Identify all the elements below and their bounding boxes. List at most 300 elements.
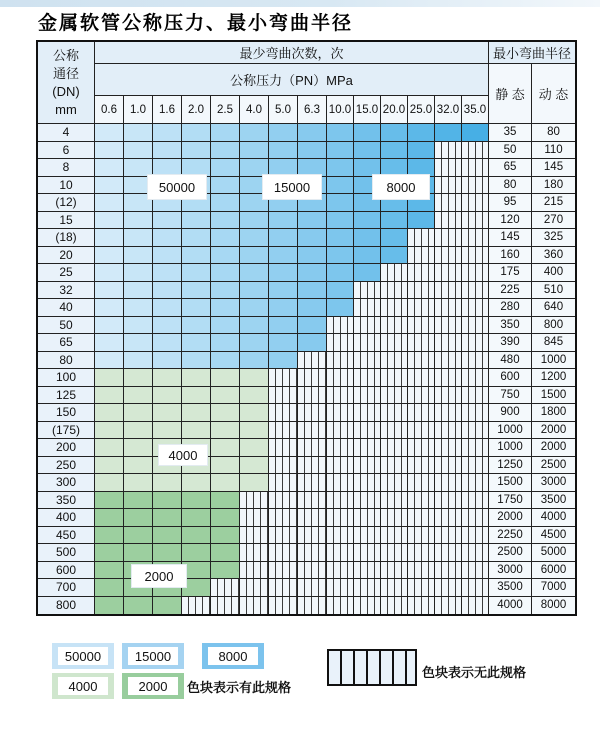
bend-cycles-cell (240, 457, 269, 475)
no-spec-cell (435, 247, 462, 265)
dynamic-radius-cell: 3000 (532, 474, 575, 492)
no-spec-cell (327, 404, 354, 422)
bend-cycles-cell (124, 212, 153, 230)
no-spec-cell (269, 527, 298, 545)
no-spec-cell (269, 439, 298, 457)
bend-cycles-cell (124, 527, 153, 545)
no-spec-cell (462, 579, 489, 597)
static-radius-cell: 2250 (489, 527, 532, 545)
bend-cycles-cell (327, 142, 354, 160)
bend-cycles-cell (182, 387, 211, 405)
bend-cycles-cell (211, 387, 240, 405)
pressure-tick-1.6: 1.6 (153, 96, 182, 124)
no-spec-cell (327, 457, 354, 475)
row-dn-label: 40 (38, 299, 95, 317)
bend-cycles-cell (211, 212, 240, 230)
no-spec-cell (354, 544, 381, 562)
zone-label-8000: 8000 (372, 174, 430, 200)
bend-cycles-cell (211, 527, 240, 545)
legend-swatch-label: 50000 (58, 647, 108, 665)
bend-cycles-cell (327, 299, 354, 317)
no-spec-cell (240, 544, 269, 562)
no-spec-cell (408, 544, 435, 562)
no-spec-cell (354, 352, 381, 370)
bend-cycles-cell (124, 404, 153, 422)
bend-cycles-cell (153, 527, 182, 545)
no-spec-cell (381, 334, 408, 352)
no-spec-cell (298, 597, 327, 615)
bend-cycles-cell (211, 422, 240, 440)
bend-cycles-cell (211, 159, 240, 177)
bend-cycles-cell (182, 299, 211, 317)
bend-cycles-cell (153, 597, 182, 615)
bend-cycles-cell (240, 369, 269, 387)
no-spec-cell (354, 299, 381, 317)
bend-cycles-cell (95, 369, 124, 387)
no-spec-cell (354, 282, 381, 300)
no-spec-cell (462, 282, 489, 300)
no-spec-cell (408, 282, 435, 300)
bend-cycles-cell (211, 282, 240, 300)
bend-cycles-cell (95, 334, 124, 352)
bend-cycles-cell (182, 264, 211, 282)
no-spec-cell (462, 247, 489, 265)
row-dn-label: 6 (38, 142, 95, 160)
no-spec-cell (298, 457, 327, 475)
bend-cycles-cell (95, 509, 124, 527)
bend-cycles-cell (95, 229, 124, 247)
row-dn-label: (12) (38, 194, 95, 212)
static-radius-cell: 900 (489, 404, 532, 422)
dn-header-line: 通径 (52, 65, 79, 81)
bend-cycles-cell (462, 124, 489, 142)
pressure-tick-0.6: 0.6 (95, 96, 124, 124)
no-spec-cell (462, 229, 489, 247)
bend-cycles-cell (408, 142, 435, 160)
bend-cycles-cell (182, 282, 211, 300)
bend-cycles-cell (408, 212, 435, 230)
no-spec-cell (269, 404, 298, 422)
static-radius-cell: 750 (489, 387, 532, 405)
no-spec-cell (435, 352, 462, 370)
legend-swatch-label: 4000 (58, 677, 108, 695)
bend-cycles-cell (95, 562, 124, 580)
no-spec-cell (354, 527, 381, 545)
legend-has-spec-text: 色块表示有此规格 (187, 680, 292, 695)
bend-cycles-cell (95, 422, 124, 440)
static-radius-cell: 480 (489, 352, 532, 370)
no-spec-cell (408, 334, 435, 352)
no-spec-cell (435, 177, 462, 195)
no-spec-cell (354, 334, 381, 352)
bend-cycles-cell (211, 124, 240, 142)
no-spec-cell (327, 597, 354, 615)
bend-cycles-cell (408, 124, 435, 142)
static-radius-cell: 35 (489, 124, 532, 142)
static-radius-cell: 175 (489, 264, 532, 282)
dynamic-radius-cell: 360 (532, 247, 575, 265)
bend-cycles-cell (95, 212, 124, 230)
bend-cycles-cell (95, 159, 124, 177)
no-spec-cell (381, 597, 408, 615)
dynamic-radius-cell: 4000 (532, 509, 575, 527)
no-spec-cell (408, 492, 435, 510)
bend-cycles-cell (124, 492, 153, 510)
no-spec-cell (462, 159, 489, 177)
legend-swatch-label: 8000 (208, 647, 258, 665)
bend-cycles-cell (182, 527, 211, 545)
bend-cycles-cell (211, 369, 240, 387)
bend-cycles-cell (182, 509, 211, 527)
dynamic-radius-cell: 1200 (532, 369, 575, 387)
no-spec-cell (354, 422, 381, 440)
no-spec-cell (269, 492, 298, 510)
dynamic-radius-cell: 80 (532, 124, 575, 142)
no-spec-cell (408, 352, 435, 370)
bend-cycles-cell (269, 352, 298, 370)
no-spec-cell (435, 544, 462, 562)
bend-cycles-cell (182, 492, 211, 510)
row-dn-label: 600 (38, 562, 95, 580)
dynamic-radius-cell: 2000 (532, 439, 575, 457)
no-spec-cell (354, 317, 381, 335)
row-dn-label: 450 (38, 527, 95, 545)
bend-cycles-cell (95, 474, 124, 492)
static-radius-cell: 160 (489, 247, 532, 265)
no-spec-cell (327, 474, 354, 492)
no-spec-cell (435, 142, 462, 160)
static-radius-cell: 1750 (489, 492, 532, 510)
bend-cycles-cell (240, 474, 269, 492)
legend-swatch-2000 (122, 673, 184, 699)
no-spec-cell (408, 264, 435, 282)
bend-cycles-cell (298, 317, 327, 335)
bend-cycles-cell (95, 579, 124, 597)
no-spec-cell (269, 457, 298, 475)
no-spec-cell (298, 509, 327, 527)
no-spec-cell (182, 597, 211, 615)
static-radius-cell: 2000 (489, 509, 532, 527)
bend-cycles-cell (298, 124, 327, 142)
no-spec-cell (462, 457, 489, 475)
no-spec-cell (381, 492, 408, 510)
static-radius-cell: 1500 (489, 474, 532, 492)
bend-cycles-cell (124, 299, 153, 317)
bend-cycles-cell (124, 124, 153, 142)
no-spec-cell (408, 597, 435, 615)
no-spec-cell (269, 369, 298, 387)
dynamic-radius-cell: 1500 (532, 387, 575, 405)
row-dn-label: 20 (38, 247, 95, 265)
no-spec-cell (327, 509, 354, 527)
row-dn-label: 32 (38, 282, 95, 300)
no-spec-cell (354, 597, 381, 615)
bend-cycles-cell (240, 282, 269, 300)
bend-cycles-cell (211, 509, 240, 527)
no-spec-cell (240, 492, 269, 510)
bend-cycles-cell (153, 124, 182, 142)
bend-cycles-cell (124, 142, 153, 160)
bend-cycles-cell (182, 334, 211, 352)
no-spec-cell (298, 579, 327, 597)
no-spec-cell (354, 562, 381, 580)
no-spec-cell (381, 282, 408, 300)
dynamic-radius-cell: 110 (532, 142, 575, 160)
bend-cycles-cell (211, 264, 240, 282)
row-dn-label: 250 (38, 457, 95, 475)
no-spec-cell (462, 492, 489, 510)
bend-cycles-cell (269, 264, 298, 282)
bend-cycles-cell (95, 597, 124, 615)
no-spec-cell (435, 439, 462, 457)
bend-cycles-cell (211, 317, 240, 335)
bend-cycles-cell (327, 247, 354, 265)
row-dn-label: 80 (38, 352, 95, 370)
bend-cycles-cell (124, 334, 153, 352)
bend-cycles-cell (298, 212, 327, 230)
static-radius-cell: 1250 (489, 457, 532, 475)
no-spec-cell (381, 352, 408, 370)
bend-cycles-cell (153, 509, 182, 527)
dynamic-radius-cell: 215 (532, 194, 575, 212)
top-accent-strip (0, 0, 600, 7)
bend-cycles-cell (95, 142, 124, 160)
static-radius-cell: 2500 (489, 544, 532, 562)
no-spec-cell (408, 439, 435, 457)
no-spec-cell (408, 457, 435, 475)
bend-cycles-cell (354, 264, 381, 282)
dynamic-radius-cell: 145 (532, 159, 575, 177)
bend-cycles-cell (124, 282, 153, 300)
bend-cycles-cell (327, 264, 354, 282)
no-spec-cell (408, 404, 435, 422)
no-spec-cell (462, 509, 489, 527)
no-spec-cell (381, 264, 408, 282)
bend-cycles-cell (211, 334, 240, 352)
dynamic-radius-cell: 8000 (532, 597, 575, 615)
no-spec-cell (298, 387, 327, 405)
bend-cycles-cell (124, 317, 153, 335)
bend-cycles-cell (182, 229, 211, 247)
bend-cycles-cell (153, 474, 182, 492)
no-spec-cell (269, 387, 298, 405)
bend-cycles-cell (182, 124, 211, 142)
pressure-tick-15.0: 15.0 (354, 96, 381, 124)
bend-cycles-cell (269, 299, 298, 317)
bend-cycles-cell (381, 247, 408, 265)
bend-cycles-cell (354, 229, 381, 247)
no-spec-cell (462, 474, 489, 492)
zone-label-50000: 50000 (147, 174, 207, 200)
bend-cycles-cell (211, 439, 240, 457)
pressure-tick-2.5: 2.5 (211, 96, 240, 124)
bend-cycles-cell (327, 194, 354, 212)
dynamic-radius-cell: 1800 (532, 404, 575, 422)
no-spec-cell (462, 369, 489, 387)
pressure-tick-10.0: 10.0 (327, 96, 354, 124)
no-spec-cell (435, 159, 462, 177)
no-spec-cell (408, 317, 435, 335)
bend-cycles-cell (327, 177, 354, 195)
zone-label-15000: 15000 (262, 174, 322, 200)
no-spec-cell (298, 544, 327, 562)
no-spec-cell (435, 404, 462, 422)
row-dn-label: 125 (38, 387, 95, 405)
no-spec-cell (435, 334, 462, 352)
row-dn-label: 65 (38, 334, 95, 352)
bend-cycles-cell (211, 562, 240, 580)
spec-table (36, 40, 577, 616)
bend-cycles-cell (95, 282, 124, 300)
static-radius-cell: 50 (489, 142, 532, 160)
static-radius-cell: 80 (489, 177, 532, 195)
no-spec-cell (354, 439, 381, 457)
bend-cycles-cell (95, 404, 124, 422)
bend-cycles-cell (298, 299, 327, 317)
row-dn-label: 8 (38, 159, 95, 177)
bend-cycles-cell (95, 317, 124, 335)
bend-cycles-cell (211, 492, 240, 510)
no-spec-cell (408, 579, 435, 597)
no-spec-cell (462, 387, 489, 405)
static-radius-cell: 1000 (489, 439, 532, 457)
no-spec-cell (408, 247, 435, 265)
legend-swatch-4000 (52, 673, 114, 699)
dynamic-radius-cell: 3500 (532, 492, 575, 510)
dn-header-line: mm (55, 101, 77, 117)
no-spec-cell (462, 334, 489, 352)
dynamic-radius-cell: 1000 (532, 352, 575, 370)
page-title: 金属软管公称压力、最小弯曲半径 (38, 12, 354, 34)
bend-cycles-cell (240, 124, 269, 142)
bend-cycles-cell (124, 457, 153, 475)
bend-cycles-cell (240, 387, 269, 405)
static-radius-cell: 225 (489, 282, 532, 300)
no-spec-cell (327, 422, 354, 440)
bend-cycles-cell (153, 142, 182, 160)
no-spec-cell (435, 597, 462, 615)
no-spec-cell (408, 229, 435, 247)
no-spec-cell (298, 474, 327, 492)
bend-cycles-cell (124, 509, 153, 527)
no-spec-cell (269, 544, 298, 562)
legend-swatch-label: 15000 (128, 647, 178, 665)
bend-cycles-cell (269, 142, 298, 160)
pressure-tick-35.0: 35.0 (462, 96, 489, 124)
legend-swatch-15000 (122, 643, 184, 669)
zone-label-2000: 2000 (131, 564, 187, 588)
bend-cycles-cell (95, 387, 124, 405)
bend-cycles-cell (381, 229, 408, 247)
no-spec-cell (354, 404, 381, 422)
no-spec-cell (435, 474, 462, 492)
dynamic-radius-cell: 640 (532, 299, 575, 317)
bend-cycles-cell (95, 299, 124, 317)
dynamic-radius-cell: 2500 (532, 457, 575, 475)
no-spec-cell (435, 317, 462, 335)
no-spec-cell (240, 509, 269, 527)
no-spec-cell (462, 527, 489, 545)
no-spec-cell (462, 352, 489, 370)
pressure-tick-6.3: 6.3 (298, 96, 327, 124)
bend-cycles-cell (153, 247, 182, 265)
bend-cycles-cell (298, 264, 327, 282)
radius-header: 最小弯曲半径 (489, 42, 575, 64)
bend-cycles-cell (95, 544, 124, 562)
bend-cycles-cell (95, 527, 124, 545)
no-spec-cell (435, 422, 462, 440)
bend-cycles-cell (182, 369, 211, 387)
no-spec-cell (269, 422, 298, 440)
no-spec-cell (408, 509, 435, 527)
no-spec-cell (381, 509, 408, 527)
bend-cycles-cell (269, 282, 298, 300)
no-spec-cell (327, 352, 354, 370)
bend-cycles-cell (298, 142, 327, 160)
bend-cycles-cell (211, 247, 240, 265)
no-spec-cell (298, 422, 327, 440)
no-spec-cell (240, 597, 269, 615)
bend-cycles-cell (240, 422, 269, 440)
dn-header-line: 公称 (52, 47, 79, 63)
no-spec-cell (240, 527, 269, 545)
pressure-tick-25.0: 25.0 (408, 96, 435, 124)
bend-cycles-cell (95, 352, 124, 370)
bend-cycles-cell (182, 142, 211, 160)
bend-cycles-cell (124, 597, 153, 615)
dn-header-line: (DN) (52, 83, 80, 99)
dynamic-radius-cell: 400 (532, 264, 575, 282)
no-spec-cell (381, 457, 408, 475)
row-dn-label: 300 (38, 474, 95, 492)
bend-cycles-cell (153, 299, 182, 317)
bend-cycles-cell (124, 544, 153, 562)
static-radius-cell: 1000 (489, 422, 532, 440)
no-spec-cell (408, 369, 435, 387)
dynamic-radius-cell: 7000 (532, 579, 575, 597)
no-spec-cell (298, 527, 327, 545)
bend-cycles-cell (95, 492, 124, 510)
bend-cycles-cell (269, 212, 298, 230)
dynamic-radius-cell: 845 (532, 334, 575, 352)
no-spec-cell (408, 474, 435, 492)
static-radius-cell: 4000 (489, 597, 532, 615)
pressure-tick-1.0: 1.0 (124, 96, 153, 124)
no-spec-cell (327, 579, 354, 597)
no-spec-cell (298, 562, 327, 580)
no-spec-cell (298, 352, 327, 370)
dynamic-radius-cell: 325 (532, 229, 575, 247)
pressure-tick-5.0: 5.0 (269, 96, 298, 124)
row-dn-label: 15 (38, 212, 95, 230)
row-dn-label: 400 (38, 509, 95, 527)
bend-cycles-cell (327, 229, 354, 247)
no-spec-cell (381, 404, 408, 422)
bend-cycles-cell (298, 282, 327, 300)
no-spec-cell (462, 597, 489, 615)
bend-cycles-cell (240, 299, 269, 317)
bend-cycles-cell (240, 439, 269, 457)
no-spec-cell (435, 509, 462, 527)
bend-cycles-cell (153, 422, 182, 440)
bend-cycles-cell (327, 212, 354, 230)
pressure-header: 公称压力（PN）MPa (95, 64, 489, 96)
bend-cycles-cell (124, 247, 153, 265)
no-spec-cell (435, 387, 462, 405)
bend-cycles-cell (240, 264, 269, 282)
bend-cycles-cell (211, 404, 240, 422)
pressure-tick-20.0: 20.0 (381, 96, 408, 124)
